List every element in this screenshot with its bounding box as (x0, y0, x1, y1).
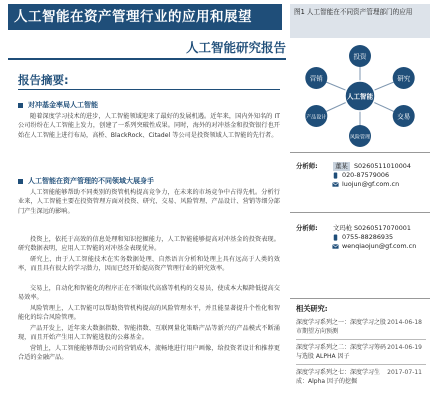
bullet-icon (18, 179, 23, 184)
paragraph: 随着深度学习技术的进步，人工智能领域迎来了最好的发展机遇。近年来，国内外知名的 IT 公司纷纷在人工智能上发力，创建了一系列突破性成果。同时，海外的对冲基金和投资银行也开始在人工智能上进行布局，高桥、BlackRock、Citadel 等公司是投资领域人工智能的先行者。 (18, 113, 280, 139)
divider (290, 152, 430, 153)
related-title: 相关研究: (296, 304, 328, 313)
diagram-node-label: 风险管理 (349, 134, 371, 141)
email-icon (332, 181, 339, 188)
diagram-nodes (305, 45, 414, 147)
analyst-name: 文玛枪 (333, 224, 353, 232)
report-subtitle: 人工智能研究报告 (185, 40, 286, 55)
summary-rule (18, 89, 280, 90)
related-item-date: 2014-06-18 (387, 319, 422, 326)
section-asset-management (18, 176, 280, 364)
report-title: 人工智能在资产管理行业的应用和展望 (8, 4, 282, 30)
analyst-label: 分析师: (296, 162, 318, 170)
ai-applications-diagram (290, 40, 430, 148)
paragraph: 风险管理上，人工智能可以帮助资管机构提高的风险管理水平，并且能显著提升个性化和智能化的综合风险管理。 (18, 305, 280, 322)
analyst-cert: S0260517070001 (354, 224, 411, 232)
analyst-cert: S0260511010004 (354, 162, 411, 170)
section-head: 对冲基金率局人工智能 (18, 100, 280, 110)
related-item[interactable] (296, 368, 426, 388)
bullet-icon (18, 103, 23, 108)
related-item-title[interactable]: 深度学习系列之二：深度学习筹码与选股 ALPHA 因子 (296, 344, 387, 360)
paragraph: 营销上，人工智能能够帮助公司的营销成本，流畅地进行用户画像，给投资者设计和推荐更合适的金融产品。 (18, 345, 280, 362)
figure-caption: 图1 人工智能在不同资产管理部门的应用 (290, 4, 430, 38)
paragraph: 研究上，由于人工智能技术在实务数据处理、自然语言分析和处理上具有远高于人类的效率，而且具有很大的学习潜力，因而已经开始提高资产管理行业的研究效率。 (18, 256, 280, 273)
section-hedge-funds (18, 100, 280, 141)
analyst-label: 分析师: (296, 224, 318, 232)
analyst-phone: 0755-88286935 (342, 233, 394, 241)
paragraph: 人工智能能够帮助不同类别的资管机构提高竞争力，在未来的市场竞争中占得先机。分析行业来，人工智能主要在投资管理方面对投资、研究、交易、风险管理、产品设计、营销等细分部门产生深远的影响。 (18, 189, 280, 215)
analyst-email[interactable]: wenqiaojun@gf.com.cn (342, 242, 417, 250)
section-head: 人工智能在资产管理的不同领域大展身手 (18, 176, 280, 186)
header-rule (8, 58, 286, 60)
related-item-date: 2017-07-11 (387, 369, 422, 376)
paragraph: 交易上，自动化和智能化的程序正在不断取代高盛等机构的交易员，使成本大幅降低提高交易效率。 (18, 285, 280, 302)
summary-title: 报告摘要: (18, 73, 69, 87)
analyst-name: 董某 (335, 162, 348, 170)
diagram-node-label: 交易 (397, 112, 411, 121)
divider (296, 339, 426, 340)
diagram-center-label: 人工智能 (347, 92, 373, 101)
related-item-date: 2014-06-19 (387, 344, 422, 351)
analyst-block-2 (290, 224, 430, 251)
email-icon (332, 243, 339, 250)
analyst-email[interactable]: luojun@gf.com.cn (342, 180, 400, 188)
analyst-phone: 020-87579006 (342, 171, 390, 179)
phone-icon (332, 234, 339, 241)
divider (296, 364, 426, 365)
phone-icon (332, 172, 339, 179)
divider (290, 298, 430, 299)
related-item-title[interactable]: 深度学习系列之一：深度学习之股市期望方向预测 (296, 319, 387, 335)
diagram-node-label: 研究 (397, 74, 411, 83)
diagram-node-label: 投资 (353, 52, 367, 61)
paragraph: 投资上，依托于高效的信息处理和知识挖掘能力，人工智能能够提高对冲基金的投资表现。研究数据表明，应用人工智能的对冲基金表现优异。 (18, 236, 280, 253)
diagram-node-label: 营销 (309, 74, 323, 83)
related-item[interactable] (296, 343, 426, 363)
analyst-block-1 (290, 162, 430, 189)
paragraph: 产品开发上，近年来大数据指数、智能指数、互联网量化策略产品等新兴的产品模式不断涌现，而且开始产生用人工智能选股的公募基金。 (18, 325, 280, 342)
related-item[interactable] (296, 318, 426, 338)
divider (290, 212, 430, 213)
related-item-title[interactable]: 深度学习系列之七：深度学习生成：Alpha 因子的挖掘 (296, 369, 381, 385)
diagram-node-label: 产品设计 (306, 114, 327, 121)
